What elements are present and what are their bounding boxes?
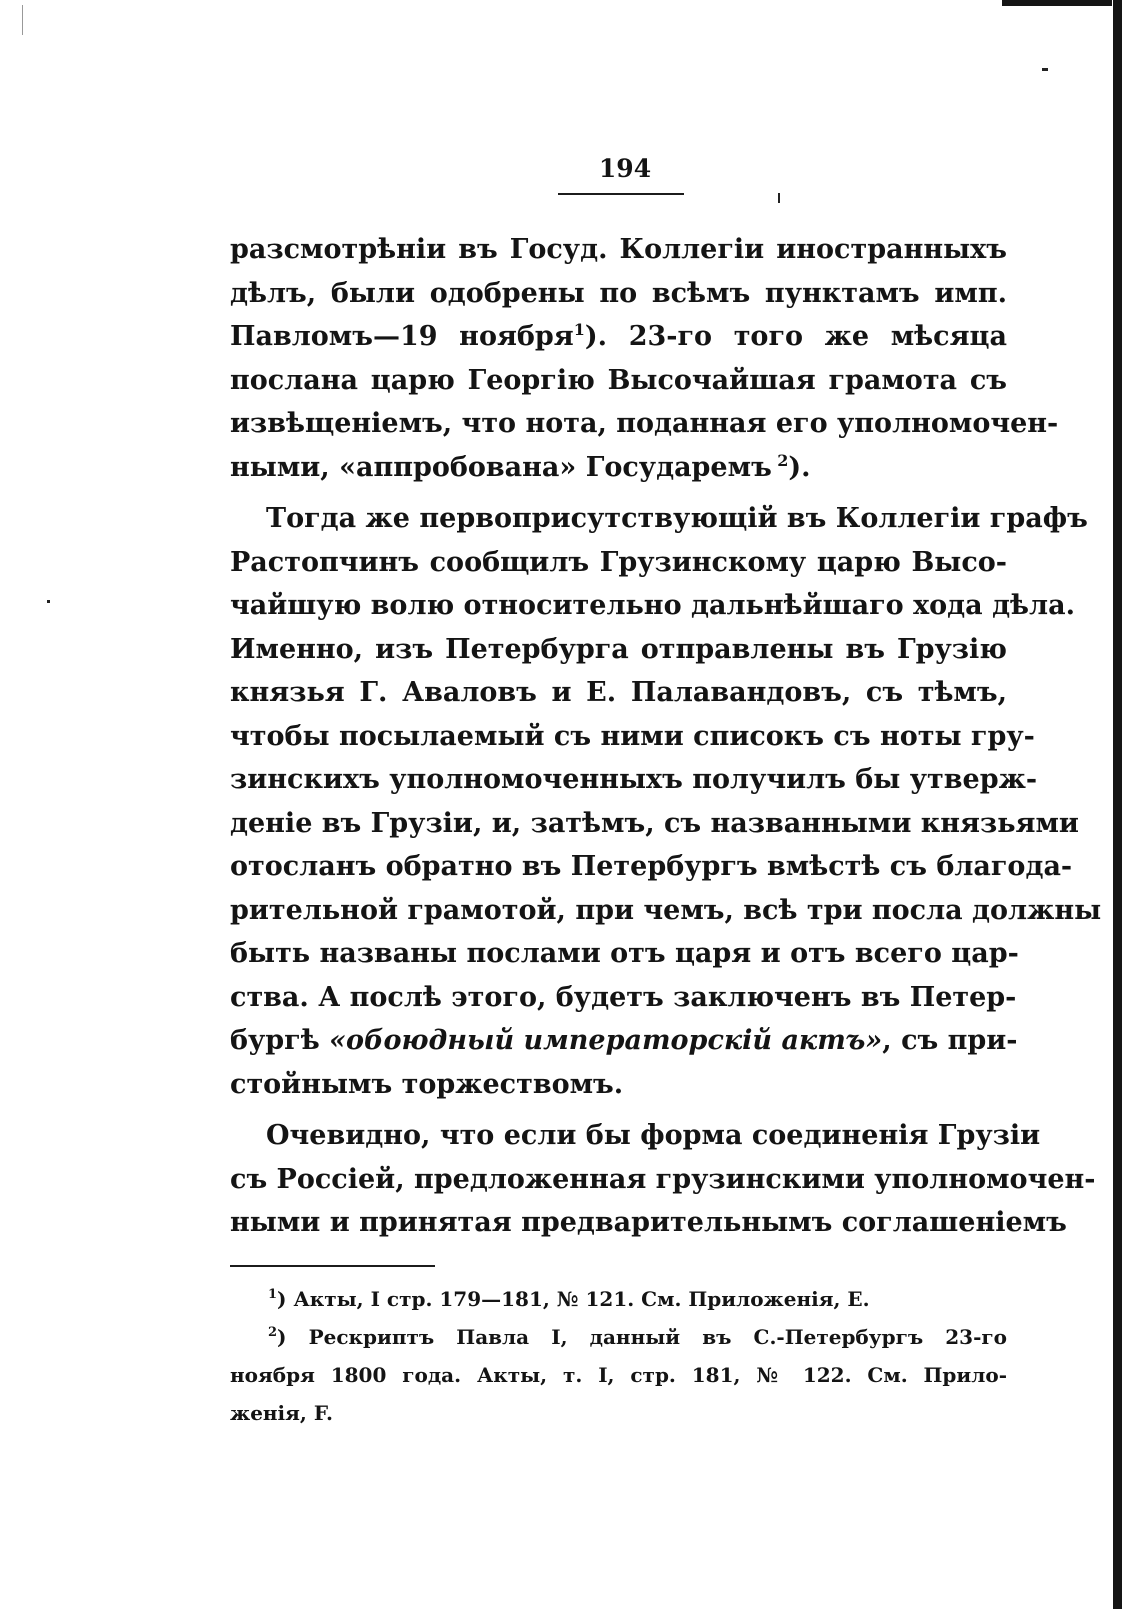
text-line: съ Россіей, предложенная грузинскими уполномочен- xyxy=(230,1163,1096,1195)
text-fragment: бургѣ xyxy=(230,1025,320,1056)
text-line xyxy=(230,446,1007,490)
text-line xyxy=(230,315,1007,359)
body-text xyxy=(230,228,1102,1245)
text-line: князья Г. Аваловъ и Е. Палавандовъ, съ тѣмъ, xyxy=(230,677,1007,708)
footnotes xyxy=(230,1280,1007,1432)
text-line: стойнымъ торжествомъ. xyxy=(230,1068,624,1100)
footnote-rule xyxy=(230,1265,435,1267)
page-number-rule xyxy=(558,193,684,195)
text-fragment: , съ при- xyxy=(882,1025,1018,1056)
footnote-line: женія, F. xyxy=(230,1401,334,1425)
page-number: 194 xyxy=(598,154,652,183)
text-fragment: ными, «аппробована» Государемъ xyxy=(230,451,772,483)
text-line: разсмотрѣніи въ Госуд. Коллегіи иностранныхъ xyxy=(230,234,1007,265)
italic-phrase: «обоюдный императорскій актъ» xyxy=(329,1025,883,1056)
text-line xyxy=(230,1019,1018,1063)
footnote-mark: 2 xyxy=(777,450,789,470)
page-edge-top-shadow xyxy=(1002,0,1112,6)
footnote-line xyxy=(230,1318,1007,1356)
text-line: быть названы послами отъ царя и отъ всего цар- xyxy=(230,938,1019,969)
text-fragment: Павломъ—19 ноября xyxy=(230,321,574,352)
page-edge-shadow xyxy=(1113,0,1122,1609)
text-fragment: ). xyxy=(788,451,811,483)
scan-speck xyxy=(47,600,50,603)
text-line: ства. А послѣ этого, будетъ заключенъ въ Петер- xyxy=(230,981,1017,1013)
text-line: Именно, изъ Петербурга отправлены въ Грузію xyxy=(230,633,1007,665)
footnote-text: ) Акты, I стр. 179—181, № 121. См. Приложенія, Е. xyxy=(277,1287,870,1311)
text-line: ными и принятая предварительнымъ соглашеніемъ xyxy=(230,1207,1067,1238)
text-line: деніе въ Грузіи, и, затѣмъ, съ названными князьями xyxy=(230,807,1079,839)
scan-speck xyxy=(1042,68,1048,71)
text-line: Растопчинъ сообщилъ Грузинскому царю Высо- xyxy=(230,546,1007,578)
footnote-mark: 1 xyxy=(573,320,585,339)
scan-speck xyxy=(778,193,780,203)
text-line: чайшую волю относительно дальнѣйшаго хода дѣла. xyxy=(230,590,1075,621)
footnote-number: 1 xyxy=(268,1287,278,1302)
footnote-line: ноября 1800 года. Акты, т. I, стр. 181, № 122. См. Прило- xyxy=(230,1363,1007,1387)
text-line: Очевидно, что если бы форма соединенія Грузіи xyxy=(266,1120,1041,1151)
text-line: послана царю Георгію Высочайшая грамота съ xyxy=(230,364,1007,396)
text-line: отосланъ обратно въ Петербургъ вмѣстѣ съ благода- xyxy=(230,851,1073,882)
text-line: извѣщеніемъ, что нота, поданная его уполномочен- xyxy=(230,408,1059,439)
text-fragment: ). 23-го того же мѣсяца xyxy=(584,321,1007,352)
text-line: дѣлъ, были одобрены по всѣмъ пунктамъ имп. xyxy=(230,277,1007,309)
footnote-number: 2 xyxy=(268,1325,278,1340)
footnote-line xyxy=(230,1280,1007,1318)
text-line: рительной грамотой, при чемъ, всѣ три посла должны xyxy=(230,894,1102,926)
text-line: Тогда же первоприсутствующій въ Коллегіи графъ xyxy=(266,503,1088,534)
text-line: зинскихъ уполномоченныхъ получилъ бы утверж- xyxy=(230,764,1038,795)
scan-speck xyxy=(22,5,23,35)
text-line: чтобы посылаемый съ ними списокъ съ ноты гру- xyxy=(230,720,1035,752)
footnote-text: ) Рескриптъ Павла I, данный въ С.-Петербургъ 23-го xyxy=(277,1325,1007,1349)
